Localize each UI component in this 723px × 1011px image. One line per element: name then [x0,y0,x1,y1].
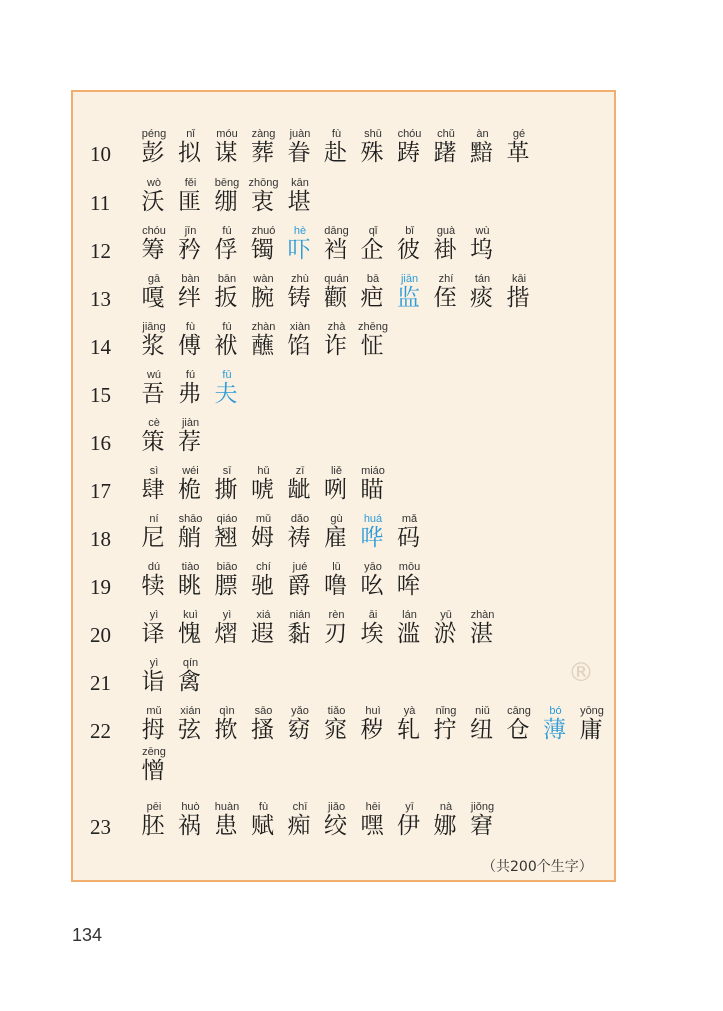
pinyin: wò [146,177,162,189]
pinyin: sì [149,465,159,477]
pinyin: pēi [146,801,162,813]
pinyin: ní [149,513,159,525]
hanzi: 嘎 [141,285,165,311]
hanzi: 浆 [141,333,165,359]
character-list [136,801,501,841]
hanzi: 疤 [360,285,384,311]
character-cell [501,273,538,313]
hanzi: 刃 [324,621,347,647]
hanzi: 黏 [287,621,311,647]
character-list [136,321,392,361]
character-list [136,657,209,697]
hanzi: 译 [141,621,165,647]
hanzi: 葬 [251,140,274,166]
lesson-row [90,225,610,265]
pinyin: zhōng [248,177,279,189]
pinyin: shāo [178,513,203,525]
pinyin: yì [222,609,232,621]
character-list [136,513,428,553]
pinyin: chóu [142,225,166,237]
hanzi: 雇 [324,525,347,551]
pinyin: fěi [184,177,197,189]
hanzi: 拧 [433,717,457,743]
hanzi: 埃 [360,621,384,647]
hanzi: 娜 [433,813,457,839]
hanzi: 弦 [178,717,201,743]
pinyin: chǔ [437,128,455,140]
pinyin: nián [289,609,311,621]
hanzi: 窘 [470,813,493,839]
pinyin: miáo [361,465,385,477]
hanzi: 遐 [251,621,274,647]
hanzi: 拟 [178,140,201,166]
hanzi: 扳 [214,285,238,311]
lesson-row [90,417,610,457]
hanzi: 姆 [251,525,274,551]
hanzi: 揿 [214,717,238,743]
pinyin: gù [330,513,343,525]
pinyin: guà [436,225,456,237]
hanzi: 俘 [214,237,238,263]
character-list [136,177,319,217]
pinyin: sāo [254,705,273,717]
hanzi: 吓 [287,237,311,263]
pinyin: qín [182,657,199,669]
hanzi: 轧 [397,717,420,743]
hanzi: 彭 [141,140,165,166]
lesson-row [90,609,610,649]
hanzi: 滥 [397,621,420,647]
hanzi: 湛 [470,621,493,647]
pinyin: bǐ [405,225,414,237]
hanzi: 胚 [141,813,165,839]
pinyin: gé [512,128,526,140]
hanzi: 殊 [360,140,384,166]
lesson-row [90,177,610,217]
pinyin: zhàn [251,321,276,333]
pinyin: jiàn [181,417,200,429]
hanzi: 衷 [251,189,274,215]
hanzi: 愧 [178,621,201,647]
lesson-row [90,128,610,168]
hanzi: 痰 [470,285,493,311]
character-list [136,273,538,313]
hanzi: 绞 [324,813,347,839]
pinyin: yà [403,705,416,717]
pinyin: wú [146,369,162,381]
pinyin: mǔ [146,705,162,717]
pinyin: wù [475,225,490,237]
hanzi: 沃 [141,189,165,215]
hanzi: 哞 [397,573,420,599]
hanzi: 怔 [360,333,384,359]
character-cell [465,801,502,841]
pinyin: āi [368,609,378,621]
hanzi: 龇 [287,477,311,503]
pinyin: zàng [251,128,276,140]
hanzi: 憎 [141,758,165,784]
pinyin: qǐ [368,225,378,237]
pinyin: dǎo [290,513,310,525]
pinyin: péng [141,128,167,140]
hanzi: 诈 [324,333,347,359]
hanzi: 瞄 [360,477,384,503]
pinyin: niǔ [475,705,490,717]
pinyin: rèn [328,609,345,621]
pinyin: jiān [400,273,419,285]
pinyin: zēng [142,746,166,758]
pinyin: yōng [580,705,604,717]
hanzi: 尼 [141,525,165,551]
hanzi: 彼 [397,237,420,263]
pinyin: fù [258,801,269,813]
character-cell [355,321,392,361]
pinyin: nà [439,801,453,813]
pinyin: bó [549,705,562,717]
pinyin: fù [185,321,196,333]
hanzi: 策 [141,429,165,455]
hanzi: 堪 [287,189,311,215]
pinyin: jiǒng [470,801,495,813]
pinyin: huàn [214,801,240,813]
pinyin: zhàn [470,609,495,621]
extra-character [136,746,176,786]
character-list [136,561,428,601]
hanzi: 膘 [214,573,238,599]
hanzi: 熠 [214,621,238,647]
pinyin: fú [185,369,196,381]
pinyin: zhí [438,273,454,285]
pinyin: jīn [184,225,197,237]
lesson-number: 12 [90,239,111,263]
hanzi: 拇 [141,717,165,743]
pinyin: zhuó [251,225,276,237]
hanzi: 蘸 [251,333,274,359]
pinyin: shū [364,128,382,140]
pinyin: cè [148,417,160,429]
hanzi: 肆 [141,477,165,503]
hanzi: 撕 [214,477,238,503]
pinyin: chóu [397,128,422,140]
lesson-number: 19 [90,575,111,599]
pinyin: nǐng [435,705,457,717]
hanzi: 薄 [543,717,566,743]
pinyin: tiǎo [327,705,346,717]
pinyin: dāng [324,225,349,237]
hanzi: 伊 [397,813,420,839]
lesson-row [90,321,610,361]
pinyin: zī [295,465,305,477]
character-cell [465,609,502,649]
pinyin: biāo [216,561,238,573]
pinyin: huì [365,705,381,717]
hanzi: 祷 [287,525,311,551]
hanzi: 翘 [214,525,238,551]
character-list [136,705,611,745]
pinyin: tán [474,273,491,285]
hanzi: 躇 [433,140,457,166]
lesson-number: 14 [90,335,111,359]
hanzi: 吆 [360,573,384,599]
hanzi: 监 [397,285,420,311]
pinyin: hǔ [257,465,270,477]
lesson-row [90,273,610,313]
lesson-row [90,513,610,553]
character-list [136,465,392,505]
pinyin: gā [147,273,161,285]
hanzi: 匪 [178,189,201,215]
lesson-number: 23 [90,815,111,839]
pinyin: xiá [256,609,271,621]
hanzi: 谋 [214,140,238,166]
pinyin: xián [180,705,201,717]
hanzi: 桅 [178,477,201,503]
hanzi: 爵 [287,573,311,599]
pinyin: kāi [511,273,527,285]
character-cell [392,561,429,601]
lesson-row [90,465,610,505]
hanzi: 咧 [324,477,347,503]
character-cell [173,417,210,457]
character-list [136,417,209,457]
pinyin: wéi [182,465,199,477]
pinyin: yī [405,801,414,813]
lesson-number: 18 [90,527,111,551]
lesson-number: 17 [90,479,111,503]
character-list [136,128,538,168]
pinyin: hè [293,225,307,237]
character-cell [392,513,429,553]
pinyin: huò [181,801,200,813]
registered-mark: ® [568,658,594,688]
lesson-number: 22 [90,719,111,743]
hanzi: 荐 [178,429,201,455]
hanzi: 弗 [178,381,201,407]
hanzi: 码 [397,525,420,551]
pinyin: dú [147,561,161,573]
pinyin: jiāng [142,321,166,333]
hanzi: 绷 [214,189,238,215]
pinyin: fù [331,128,342,140]
hanzi: 腕 [251,285,274,311]
pinyin: fū [222,369,232,381]
hanzi: 镯 [251,237,274,263]
hanzi: 仓 [506,717,530,743]
pinyin: fú [222,225,232,237]
lesson-number: 13 [90,287,111,311]
character-cell [282,177,319,217]
pinyin: chí [256,561,271,573]
hanzi: 革 [506,140,530,166]
character-list [136,609,501,649]
pinyin: hēi [365,801,381,813]
pinyin: quán [324,273,349,285]
hanzi: 犊 [141,573,165,599]
hanzi: 吾 [141,381,165,407]
lesson-number: 21 [90,671,111,695]
hanzi: 眺 [178,573,201,599]
pinyin: tiào [181,561,200,573]
hanzi: 褂 [433,237,457,263]
pinyin: qìn [219,705,235,717]
pinyin: liě [330,465,342,477]
hanzi: 颧 [324,285,347,311]
hanzi: 踌 [397,140,420,166]
pinyin: nǐ [186,128,195,140]
hanzi: 夫 [214,381,238,407]
total-count-note: （共200个生字） [482,859,593,875]
pinyin: yāo [364,561,382,573]
pinyin: yū [440,609,452,621]
hanzi: 纽 [470,717,493,743]
pinyin: kuì [183,609,198,621]
hanzi: 揩 [506,285,530,311]
character-list [136,369,246,409]
hanzi: 艄 [178,525,201,551]
hanzi: 患 [214,813,238,839]
hanzi: 窈 [287,717,311,743]
pinyin: bàn [181,273,200,285]
hanzi: 绊 [178,285,201,311]
hanzi: 裆 [324,237,347,263]
hanzi: 痴 [287,813,311,839]
hanzi: 矜 [178,237,201,263]
pinyin: chī [292,801,308,813]
pinyin: juàn [289,128,311,140]
pinyin: cāng [507,705,531,717]
lesson-number: 20 [90,623,111,647]
pinyin: fú [222,321,232,333]
lesson-row [90,801,610,841]
lesson-number: 11 [90,191,111,215]
pinyin: móu [216,128,238,140]
hanzi: 秽 [360,717,384,743]
hanzi: 唬 [251,477,274,503]
character-cell [574,705,611,745]
lesson-number: 10 [90,142,111,166]
pinyin: jiǎo [327,801,346,813]
hanzi: 赋 [251,813,274,839]
hanzi: 禽 [178,669,201,695]
pinyin: zhà [327,321,346,333]
character-cell [465,225,502,265]
hanzi: 搔 [251,717,274,743]
hanzi: 企 [360,237,384,263]
lesson-number: 15 [90,383,111,407]
character-list [136,225,501,265]
hanzi: 祸 [178,813,201,839]
character-cell [501,128,538,168]
hanzi: 诣 [141,669,165,695]
pinyin: yì [149,657,159,669]
hanzi: 袱 [214,333,238,359]
hanzi: 驰 [251,573,274,599]
pinyin: lán [402,609,417,621]
pinyin: bēng [214,177,240,189]
pinyin: àn [476,128,489,140]
hanzi: 窕 [324,717,347,743]
hanzi: 馅 [287,333,311,359]
pinyin: zhù [291,273,309,285]
pinyin: mōu [398,561,421,573]
hanzi: 噜 [324,573,347,599]
pinyin: sī [222,465,232,477]
character-cell [355,465,392,505]
pinyin: yǎo [291,705,309,717]
hanzi: 傅 [178,333,201,359]
lesson-row [90,705,610,745]
pinyin: qiáo [216,513,238,525]
lesson-row [90,369,610,409]
hanzi: 侄 [433,285,457,311]
page-number: 134 [72,925,103,945]
pinyin: wàn [253,273,274,285]
hanzi: 淤 [433,621,457,647]
pinyin: xiàn [289,321,311,333]
pinyin: kān [291,177,309,189]
character-cell [173,657,210,697]
hanzi: 庸 [579,717,603,743]
pinyin: bān [217,273,237,285]
lesson-row [90,657,610,697]
hanzi: 嘿 [360,813,384,839]
pinyin: yì [149,609,159,621]
hanzi: 哗 [360,525,384,551]
hanzi: 坞 [470,237,493,263]
hanzi: 黯 [470,140,493,166]
pinyin: mǎ [401,513,418,525]
pinyin: bā [366,273,380,285]
pinyin: lū [332,561,341,573]
hanzi: 眷 [287,140,311,166]
lesson-number: 16 [90,431,111,455]
lesson-row [90,561,610,601]
pinyin: mǔ [255,513,272,525]
hanzi: 赴 [324,140,347,166]
pinyin: jué [292,561,308,573]
hanzi: 铸 [287,285,311,311]
character-cell-highlighted [209,369,246,409]
pinyin: huá [363,513,383,525]
pinyin: zhēng [358,321,388,333]
hanzi: 筹 [141,237,165,263]
